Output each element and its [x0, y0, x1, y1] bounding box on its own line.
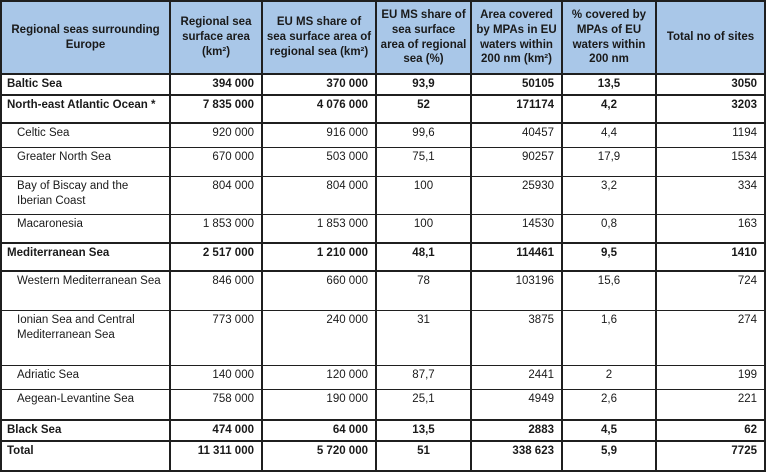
cell-mpa-pct: 9,5: [562, 243, 656, 271]
cell-surface-area: 920 000: [170, 123, 262, 148]
col-header-mpa-pct: % covered by MPAs of EU waters within 200 nm: [562, 1, 656, 74]
cell-mpa-pct: 4,4: [562, 123, 656, 148]
cell-mpa-area: 25930: [471, 177, 562, 215]
cell-total-sites: 1534: [656, 148, 765, 177]
cell-eu-share-km2: 64 000: [262, 420, 376, 441]
cell-eu-share-pct: 31: [376, 311, 471, 366]
cell-mpa-area: 171174: [471, 95, 562, 123]
header-row: [1, 1, 765, 74]
col-header-total-sites: Total no of sites: [656, 1, 765, 74]
cell-eu-share-pct: 75,1: [376, 148, 471, 177]
cell-eu-share-pct: 13,5: [376, 420, 471, 441]
cell-total-sites: 3050: [656, 74, 765, 95]
table-row-greater-north-sea: [1, 148, 765, 177]
cell-mpa-area: 114461: [471, 243, 562, 271]
cell-surface-area: 804 000: [170, 177, 262, 215]
cell-total-sites: 724: [656, 271, 765, 311]
cell-eu-share-pct: 25,1: [376, 390, 471, 420]
cell-eu-share-km2: 1 853 000: [262, 215, 376, 243]
row-label: Bay of Biscay and the Iberian Coast: [1, 177, 170, 215]
cell-mpa-area: 90257: [471, 148, 562, 177]
cell-surface-area: 140 000: [170, 366, 262, 390]
cell-eu-share-km2: 916 000: [262, 123, 376, 148]
table-row-adriatic-sea: [1, 366, 765, 390]
col-header-eu-share-km2: EU MS share of sea surface area of regional sea (km²): [262, 1, 376, 74]
cell-total-sites: 7725: [656, 441, 765, 471]
row-label: Ionian Sea and Central Mediterranean Sea: [1, 311, 170, 366]
cell-total-sites: 1194: [656, 123, 765, 148]
col-header-regional-seas: Regional seas surrounding Europe: [1, 1, 170, 74]
cell-mpa-area: 103196: [471, 271, 562, 311]
cell-mpa-area: 2441: [471, 366, 562, 390]
cell-total-sites: 163: [656, 215, 765, 243]
table-row-black-sea: [1, 420, 765, 441]
row-label: Greater North Sea: [1, 148, 170, 177]
cell-eu-share-km2: 120 000: [262, 366, 376, 390]
cell-eu-share-km2: 1 210 000: [262, 243, 376, 271]
cell-eu-share-pct: 78: [376, 271, 471, 311]
cell-total-sites: 62: [656, 420, 765, 441]
cell-mpa-pct: 1,6: [562, 311, 656, 366]
cell-mpa-area: 50105: [471, 74, 562, 95]
col-header-surface-area: Regional sea surface area (km²): [170, 1, 262, 74]
cell-mpa-area: 3875: [471, 311, 562, 366]
cell-eu-share-pct: 93,9: [376, 74, 471, 95]
table-row-ionian-sea: [1, 311, 765, 366]
cell-surface-area: 670 000: [170, 148, 262, 177]
cell-mpa-area: 14530: [471, 215, 562, 243]
cell-eu-share-pct: 52: [376, 95, 471, 123]
row-label: Mediterranean Sea: [1, 243, 170, 271]
cell-eu-share-pct: 100: [376, 215, 471, 243]
cell-mpa-pct: 3,2: [562, 177, 656, 215]
cell-surface-area: 1 853 000: [170, 215, 262, 243]
cell-eu-share-pct: 100: [376, 177, 471, 215]
table-row-ne-atlantic: [1, 95, 765, 123]
table-row-celtic-sea: [1, 123, 765, 148]
cell-surface-area: 474 000: [170, 420, 262, 441]
row-label: Black Sea: [1, 420, 170, 441]
row-label: Celtic Sea: [1, 123, 170, 148]
cell-eu-share-pct: 51: [376, 441, 471, 471]
row-label: Aegean-Levantine Sea: [1, 390, 170, 420]
cell-eu-share-km2: 503 000: [262, 148, 376, 177]
cell-mpa-pct: 2: [562, 366, 656, 390]
table-row-aegean-levantine: [1, 390, 765, 420]
cell-mpa-pct: 2,6: [562, 390, 656, 420]
cell-mpa-area: 2883: [471, 420, 562, 441]
cell-surface-area: 394 000: [170, 74, 262, 95]
cell-surface-area: 11 311 000: [170, 441, 262, 471]
cell-mpa-area: 40457: [471, 123, 562, 148]
table-row-mediterranean-sea: [1, 243, 765, 271]
row-label: Baltic Sea: [1, 74, 170, 95]
cell-surface-area: 758 000: [170, 390, 262, 420]
row-label: Adriatic Sea: [1, 366, 170, 390]
cell-surface-area: 846 000: [170, 271, 262, 311]
cell-total-sites: 274: [656, 311, 765, 366]
cell-eu-share-km2: 370 000: [262, 74, 376, 95]
cell-eu-share-km2: 190 000: [262, 390, 376, 420]
table-row-macaronesia: [1, 215, 765, 243]
cell-mpa-pct: 4,5: [562, 420, 656, 441]
cell-surface-area: 773 000: [170, 311, 262, 366]
cell-total-sites: 334: [656, 177, 765, 215]
cell-eu-share-pct: 99,6: [376, 123, 471, 148]
row-label: Macaronesia: [1, 215, 170, 243]
cell-mpa-pct: 0,8: [562, 215, 656, 243]
cell-eu-share-pct: 48,1: [376, 243, 471, 271]
cell-eu-share-km2: 660 000: [262, 271, 376, 311]
cell-eu-share-km2: 4 076 000: [262, 95, 376, 123]
cell-total-sites: 1410: [656, 243, 765, 271]
cell-eu-share-km2: 240 000: [262, 311, 376, 366]
cell-total-sites: 199: [656, 366, 765, 390]
table-row-total: [1, 441, 765, 471]
table-row-baltic-sea: [1, 74, 765, 95]
col-header-mpa-area: Area covered by MPAs in EU waters within 200 nm (km²): [471, 1, 562, 74]
cell-eu-share-km2: 5 720 000: [262, 441, 376, 471]
cell-total-sites: 221: [656, 390, 765, 420]
row-label: North-east Atlantic Ocean *: [1, 95, 170, 123]
col-header-eu-share-pct: EU MS share of sea surface area of regional sea (%): [376, 1, 471, 74]
cell-mpa-pct: 4,2: [562, 95, 656, 123]
cell-mpa-pct: 15,6: [562, 271, 656, 311]
row-label: Western Mediterranean Sea: [1, 271, 170, 311]
cell-eu-share-km2: 804 000: [262, 177, 376, 215]
cell-mpa-area: 338 623: [471, 441, 562, 471]
cell-eu-share-pct: 87,7: [376, 366, 471, 390]
row-label: Total: [1, 441, 170, 471]
cell-surface-area: 7 835 000: [170, 95, 262, 123]
cell-mpa-pct: 17,9: [562, 148, 656, 177]
cell-total-sites: 3203: [656, 95, 765, 123]
cell-mpa-pct: 5,9: [562, 441, 656, 471]
cell-mpa-pct: 13,5: [562, 74, 656, 95]
table-row-western-mediterranean: [1, 271, 765, 311]
cell-surface-area: 2 517 000: [170, 243, 262, 271]
cell-mpa-area: 4949: [471, 390, 562, 420]
table-row-bay-of-biscay: [1, 177, 765, 215]
